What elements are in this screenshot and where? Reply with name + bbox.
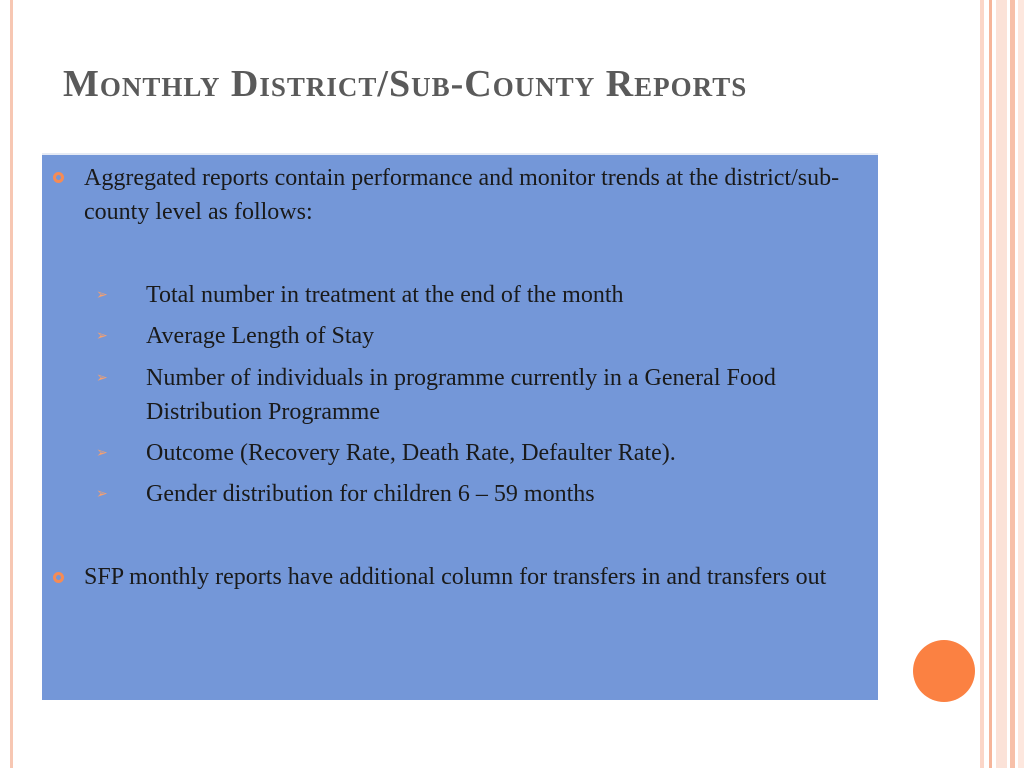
arrow-bullet-icon: ➢ <box>96 486 108 502</box>
list-item: Total number in treatment at the end of the month <box>146 282 624 308</box>
list-item: Gender distribution for children 6 – 59 months <box>146 481 595 507</box>
right-stripe-decoration <box>980 0 1024 768</box>
list-item: Number of individuals in programme currently in a General Food Distribution Programme <box>146 365 776 425</box>
closing-paragraph: SFP monthly reports have additional column for transfers in and transfers out <box>84 564 827 590</box>
arrow-bullet-icon: ➢ <box>96 328 108 344</box>
slide-title: Monthly District/Sub-County Reports <box>63 63 748 105</box>
arrow-bullet-icon: ➢ <box>96 445 108 461</box>
list-item: Average Length of Stay <box>146 323 375 349</box>
left-border-decoration <box>0 0 13 768</box>
intro-paragraph: Aggregated reports contain performance and monitor trends at the district/sub-county level as follows: <box>84 165 840 225</box>
list-item: Outcome (Recovery Rate, Death Rate, Defaulter Rate). <box>146 440 676 466</box>
circle-bullet-icon <box>53 172 64 183</box>
circle-bullet-icon <box>53 572 64 583</box>
orange-dot-decoration <box>913 640 975 702</box>
arrow-bullet-icon: ➢ <box>96 287 108 303</box>
arrow-bullet-icon: ➢ <box>96 370 108 386</box>
